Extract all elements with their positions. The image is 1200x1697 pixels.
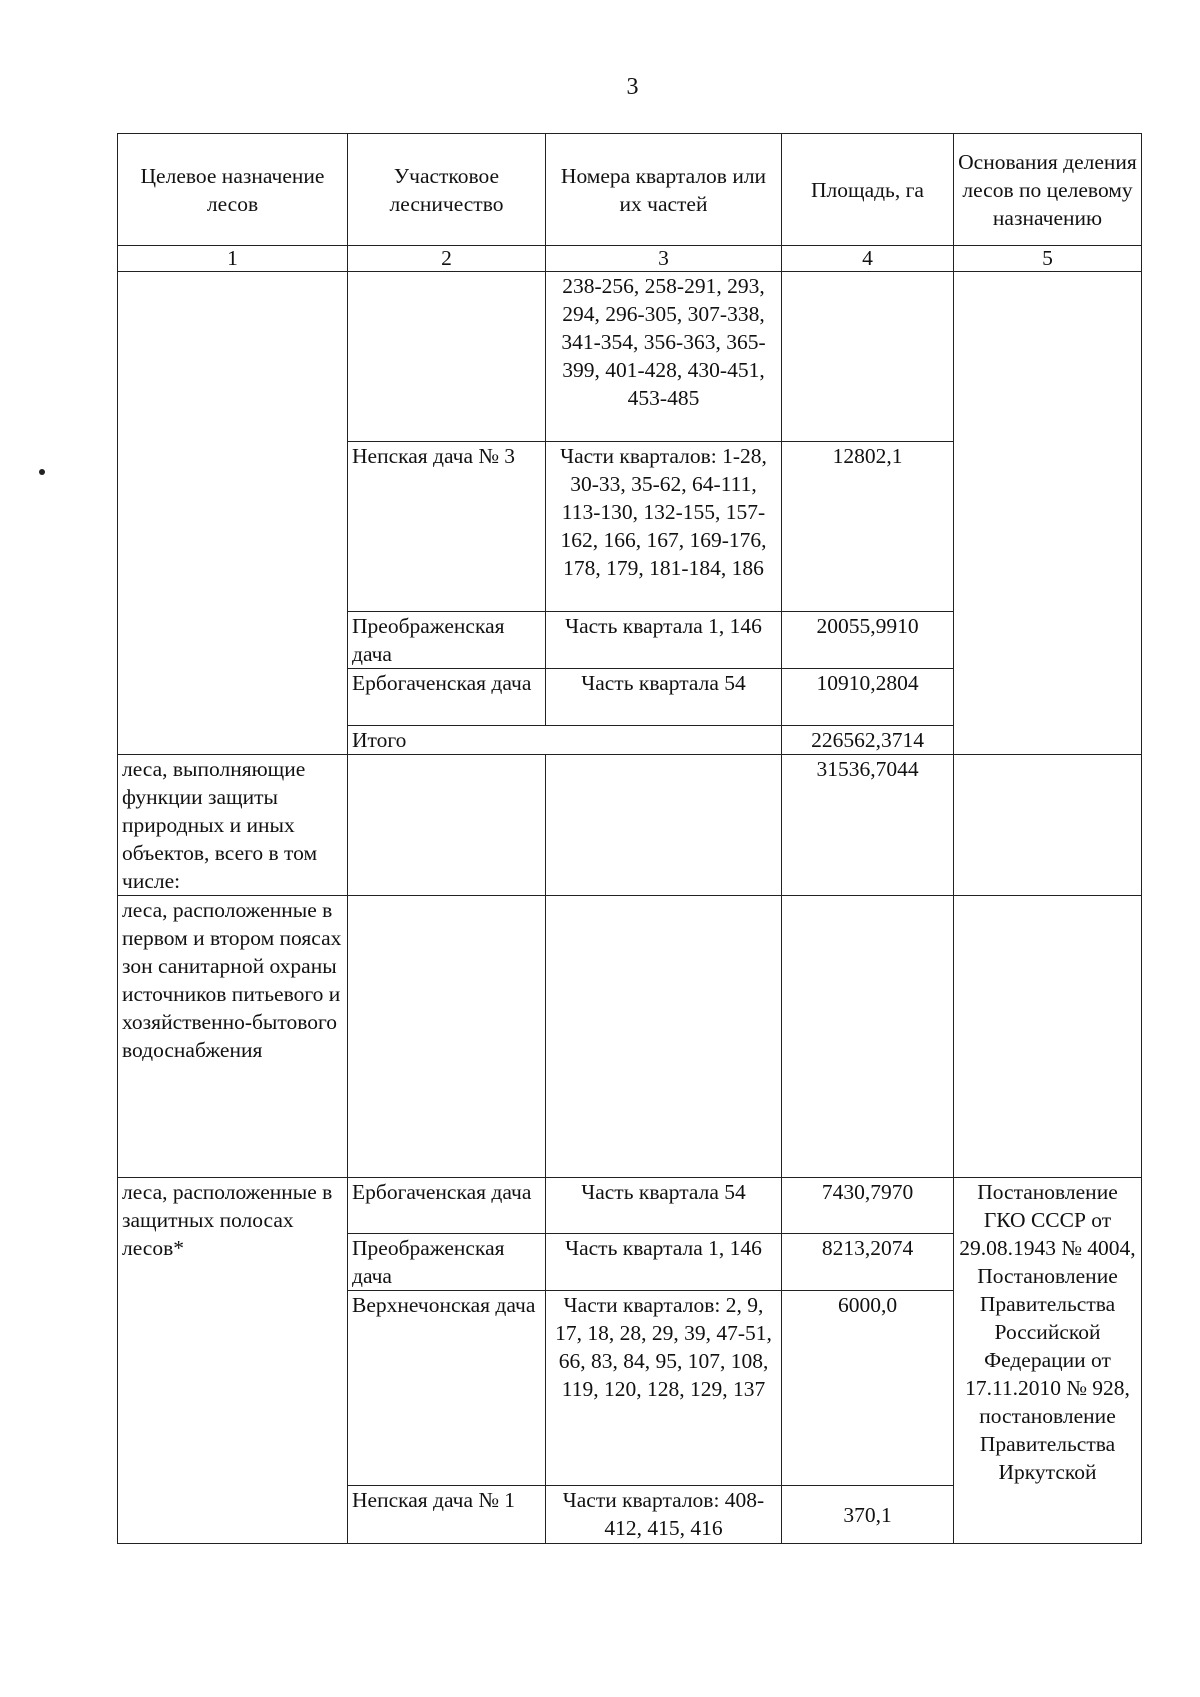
area-cell: 6000,0	[782, 1291, 954, 1486]
total-label: Итого	[348, 726, 782, 755]
area-cell: 12802,1	[782, 442, 954, 612]
quarters-cell: Часть квартала 1, 146	[546, 612, 782, 669]
quarters-cell: Части кварталов: 408-412, 415, 416	[546, 1486, 782, 1544]
table-row	[118, 755, 1142, 896]
area-cell: 31536,7044	[782, 755, 954, 896]
quarters-cell: 238-256, 258-291, 293, 294, 296-305, 307-338, 341-354, 356-363, 365-399, 401-428, 430-451, 453-485	[546, 272, 782, 442]
header-basis: Основания деления лесов по целевому назначению	[954, 134, 1142, 246]
basis-cell-empty	[954, 272, 1142, 755]
area-cell-empty	[782, 272, 954, 442]
header-quarters: Номера кварталов или их частей	[546, 134, 782, 246]
forestry-cell: Ербогаченская дача	[348, 669, 546, 726]
forestry-cell-empty	[348, 272, 546, 442]
area-cell-empty	[782, 896, 954, 1178]
quarters-cell: Части кварталов: 2, 9, 17, 18, 28, 29, 39, 47-51, 66, 83, 84, 95, 107, 108, 119, 120, 128, 129, 137	[546, 1291, 782, 1486]
forestry-cell: Преображенская дача	[348, 1234, 546, 1291]
forestry-cell-empty	[348, 755, 546, 896]
total-area: 226562,3714	[782, 726, 954, 755]
header-forestry: Участковое лесничество	[348, 134, 546, 246]
basis-cell-empty	[954, 896, 1142, 1178]
area-cell: 8213,2074	[782, 1234, 954, 1291]
column-number: 2	[348, 246, 546, 272]
quarters-cell: Часть квартала 1, 146	[546, 1234, 782, 1291]
quarters-cell: Часть квартала 54	[546, 1178, 782, 1234]
forestry-cell: Верхнечонская дача	[348, 1291, 546, 1486]
scan-dot-mark	[39, 469, 45, 475]
forestry-cell: Преображенская дача	[348, 612, 546, 669]
forestry-cell-empty	[348, 896, 546, 1178]
forestry-cell: Непская дача № 3	[348, 442, 546, 612]
area-cell: 370,1	[782, 1486, 954, 1544]
table-row	[118, 896, 1142, 1178]
forestry-cell: Ербогаченская дача	[348, 1178, 546, 1234]
page-number: 3	[626, 74, 639, 100]
quarters-cell-empty	[546, 896, 782, 1178]
quarters-cell-empty	[546, 755, 782, 896]
basis-cell: Постановление ГКО СССР от 29.08.1943 № 4004, Постановление Правительства Российской Федерации от 17.11.2010 № 928, постановление Правительства Иркутской	[954, 1178, 1142, 1544]
table-row	[118, 1178, 1142, 1234]
table-header-row	[118, 134, 1142, 246]
purpose-cell-empty	[118, 272, 348, 755]
header-purpose: Целевое назначение лесов	[118, 134, 348, 246]
column-number: 1	[118, 246, 348, 272]
column-number: 4	[782, 246, 954, 272]
basis-cell-empty	[954, 755, 1142, 896]
column-number-row	[118, 246, 1142, 272]
purpose-cell: леса, расположенные в первом и втором поясах зон санитарной охраны источников питьевого и хозяйственно-бытового водоснабжения	[118, 896, 348, 1178]
area-cell: 10910,2804	[782, 669, 954, 726]
purpose-cell: леса, выполняющие функции защиты природных и иных объектов, всего в том числе:	[118, 755, 348, 896]
header-area: Площадь, га	[782, 134, 954, 246]
forestry-cell: Непская дача № 1	[348, 1486, 546, 1544]
column-number: 3	[546, 246, 782, 272]
quarters-cell: Часть квартала 54	[546, 669, 782, 726]
quarters-cell: Части кварталов: 1-28, 30-33, 35-62, 64-111, 113-130, 132-155, 157-162, 166, 167, 169-176, 178, 179, 181-184, 186	[546, 442, 782, 612]
area-cell: 20055,9910	[782, 612, 954, 669]
purpose-cell: леса, расположенные в защитных полосах лесов*	[118, 1178, 348, 1544]
forest-purpose-table	[117, 133, 1142, 1544]
table-row	[118, 272, 1142, 442]
column-number: 5	[954, 246, 1142, 272]
area-cell: 7430,7970	[782, 1178, 954, 1234]
